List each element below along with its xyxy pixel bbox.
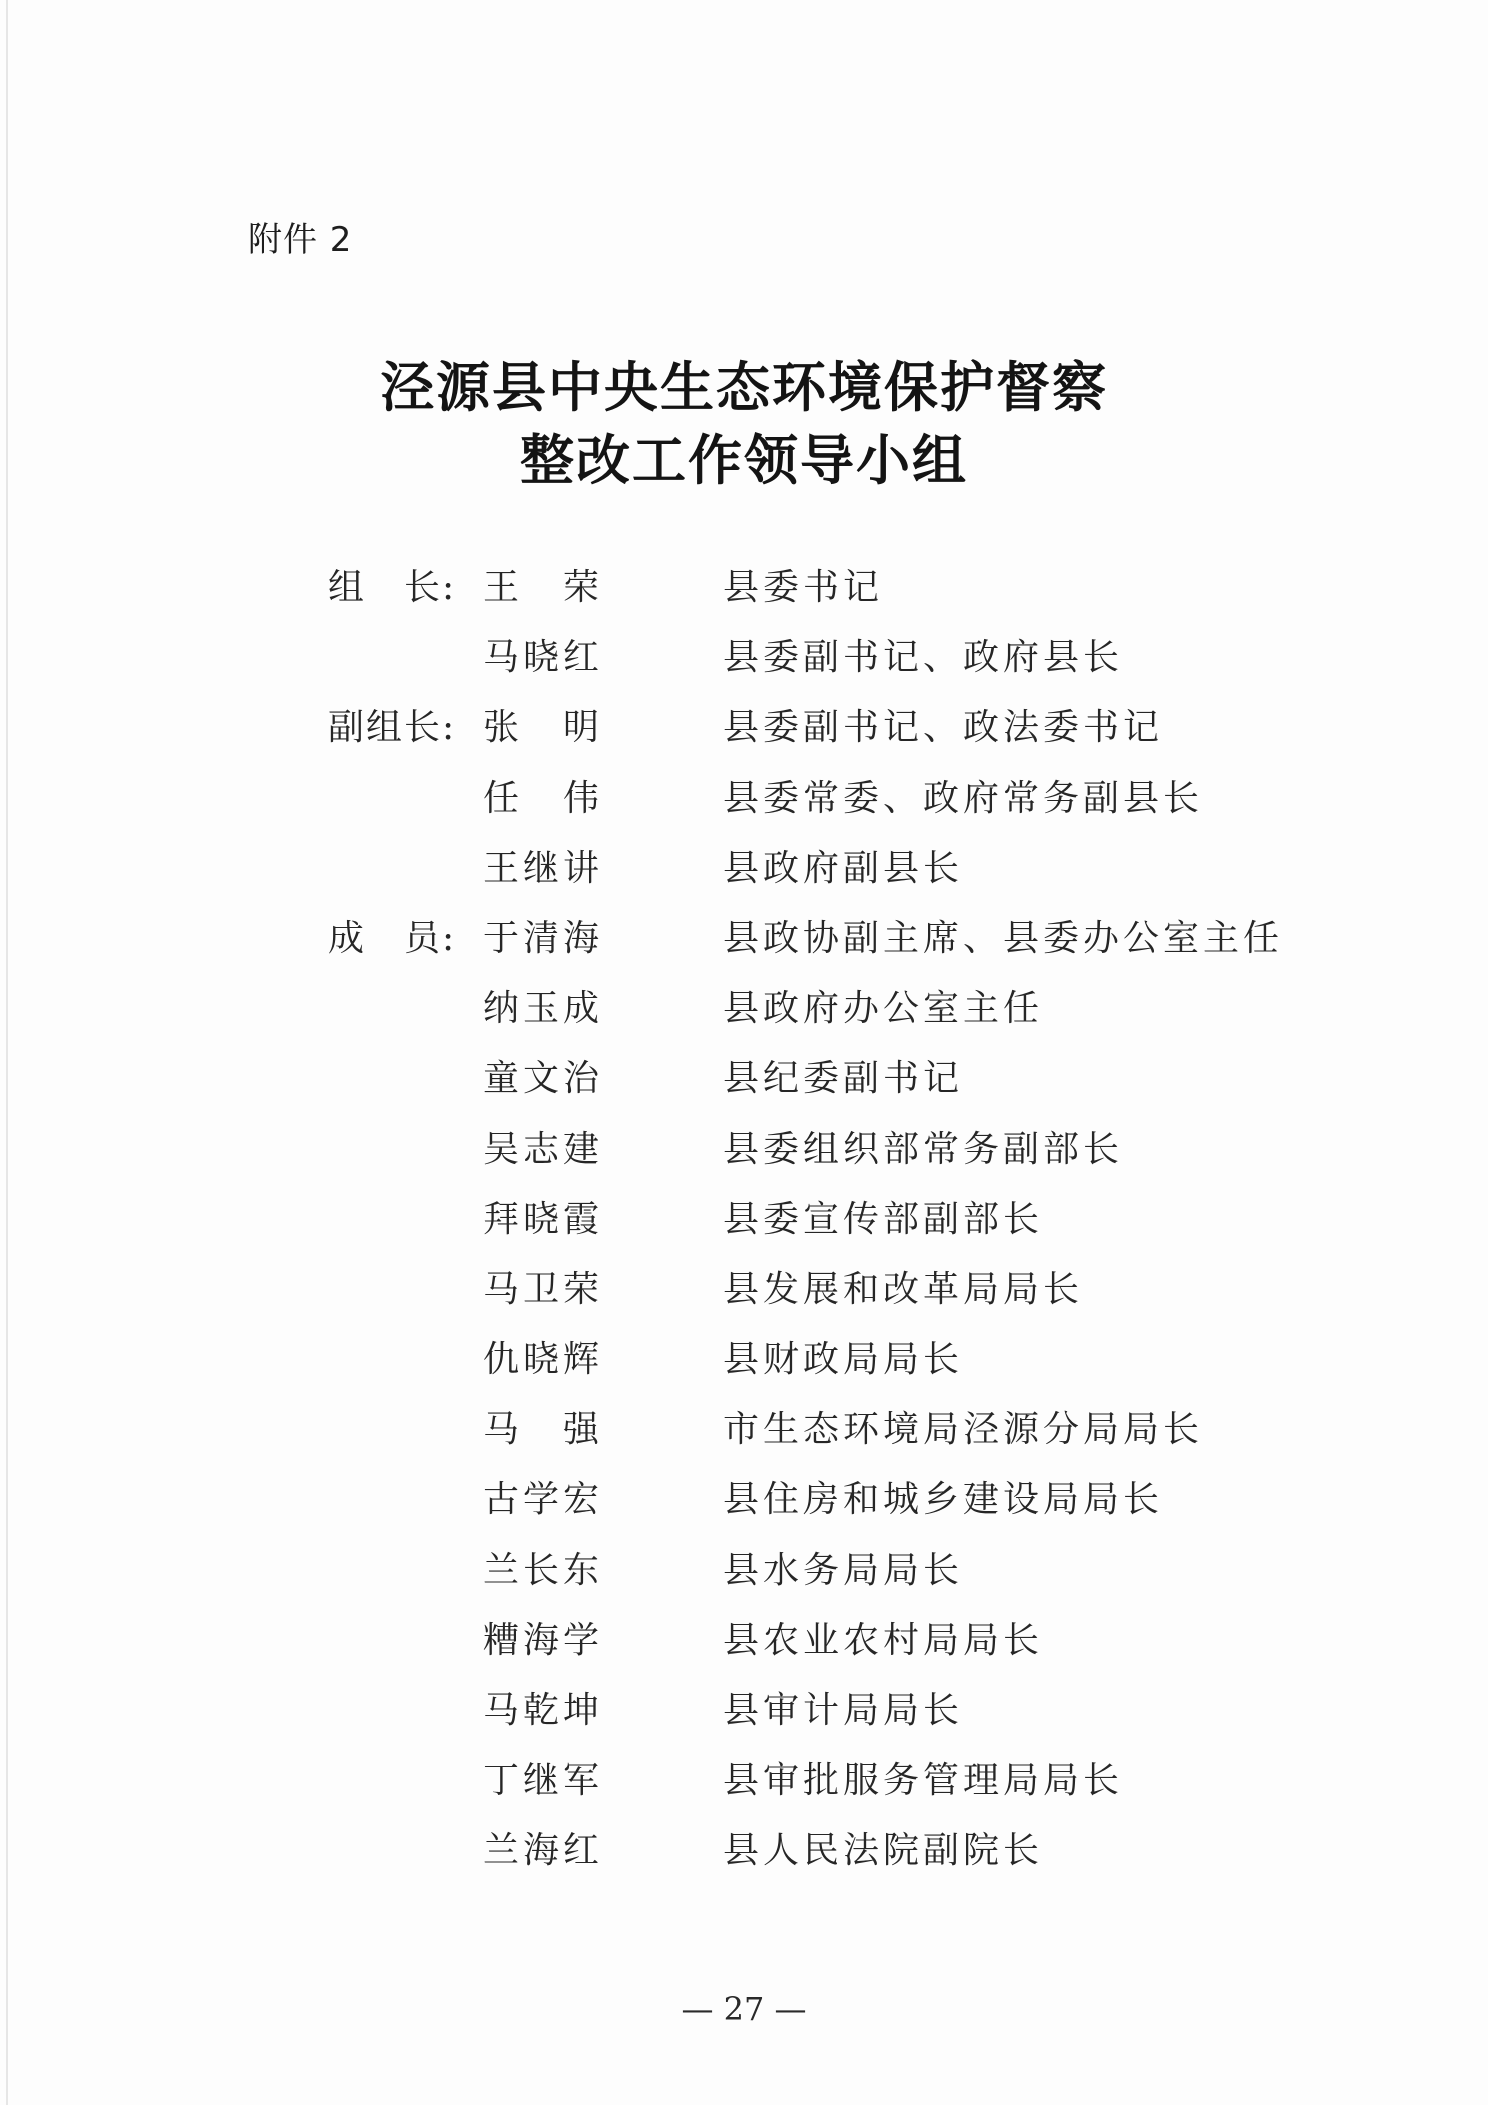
roster-row — [0, 1056, 1488, 1126]
member-name: 于清海 — [483, 917, 604, 959]
member-position: 县政府办公室主任 — [723, 988, 1044, 1030]
roster-row — [0, 1197, 1488, 1267]
member-position: 县政府副县长 — [723, 847, 964, 889]
member-name: 兰海红 — [483, 1830, 604, 1872]
member-position: 县委书记 — [723, 567, 884, 608]
member-position: 县纪委副书记 — [723, 1058, 964, 1100]
roster-row — [0, 1548, 1488, 1618]
attachment-label: 附件 2 — [248, 220, 353, 260]
member-position: 县委副书记、政府县长 — [723, 637, 1124, 679]
member-position: 县委组织部常务副部长 — [723, 1128, 1124, 1170]
member-position: 市生态环境局泾源分局局长 — [723, 1409, 1204, 1451]
member-name: 任 伟 — [483, 777, 604, 819]
document-title-line-2: 整改工作领导小组 — [520, 428, 968, 492]
roster-row — [0, 1758, 1488, 1828]
member-position: 县水务局局长 — [723, 1549, 964, 1591]
roster-row — [0, 1618, 1488, 1688]
member-position: 县发展和改革局局长 — [723, 1268, 1084, 1310]
member-name: 王 荣 — [483, 567, 604, 608]
member-position: 县委宣传部副部长 — [723, 1198, 1044, 1240]
member-name: 丁继军 — [483, 1760, 604, 1802]
member-position: 县委常委、政府常务副县长 — [723, 777, 1204, 819]
member-name: 兰长东 — [483, 1549, 604, 1591]
page-number: — 27 — — [681, 1990, 807, 2028]
document-title-line-1: 泾源县中央生态环境保护督察 — [380, 355, 1108, 419]
member-name: 糟海学 — [483, 1619, 604, 1661]
roster-row — [0, 986, 1488, 1056]
roster-row — [0, 916, 1488, 986]
member-name: 纳玉成 — [483, 988, 604, 1030]
member-name: 马乾坤 — [483, 1690, 604, 1731]
member-name: 拜晓霞 — [483, 1198, 604, 1240]
member-name: 马 强 — [483, 1409, 604, 1451]
member-role: 副组长: — [328, 707, 457, 749]
member-position: 县政协副主席、县委办公室主任 — [723, 917, 1284, 959]
roster-row — [0, 1477, 1488, 1547]
member-position: 县人民法院副院长 — [723, 1830, 1044, 1872]
member-name: 吴志建 — [483, 1128, 604, 1170]
roster-row — [0, 1688, 1488, 1758]
roster-row — [0, 1337, 1488, 1407]
member-position: 县住房和城乡建设局局长 — [723, 1479, 1164, 1521]
member-name: 马晓红 — [483, 637, 604, 679]
member-position: 县审批服务管理局局长 — [723, 1760, 1124, 1802]
member-name: 古学宏 — [483, 1479, 604, 1521]
member-name: 王继讲 — [483, 847, 604, 889]
roster-row — [0, 1267, 1488, 1337]
roster-row — [0, 1407, 1488, 1477]
roster-row — [0, 776, 1488, 846]
member-role: 成 员: — [328, 917, 457, 959]
member-name: 马卫荣 — [483, 1268, 604, 1310]
member-role: 组 长: — [328, 567, 457, 608]
member-name: 童文治 — [483, 1058, 604, 1100]
member-name: 张 明 — [483, 707, 604, 749]
member-position: 县财政局局长 — [723, 1339, 964, 1381]
roster-row — [0, 1127, 1488, 1197]
member-roster — [0, 565, 1488, 1899]
roster-row — [0, 705, 1488, 775]
roster-row — [0, 565, 1488, 635]
member-name: 仇晓辉 — [483, 1339, 604, 1381]
roster-row — [0, 846, 1488, 916]
member-position: 县审计局局长 — [723, 1690, 964, 1731]
member-position: 县委副书记、政法委书记 — [723, 707, 1164, 749]
member-position: 县农业农村局局长 — [723, 1619, 1044, 1661]
roster-row — [0, 1828, 1488, 1898]
roster-row — [0, 635, 1488, 705]
